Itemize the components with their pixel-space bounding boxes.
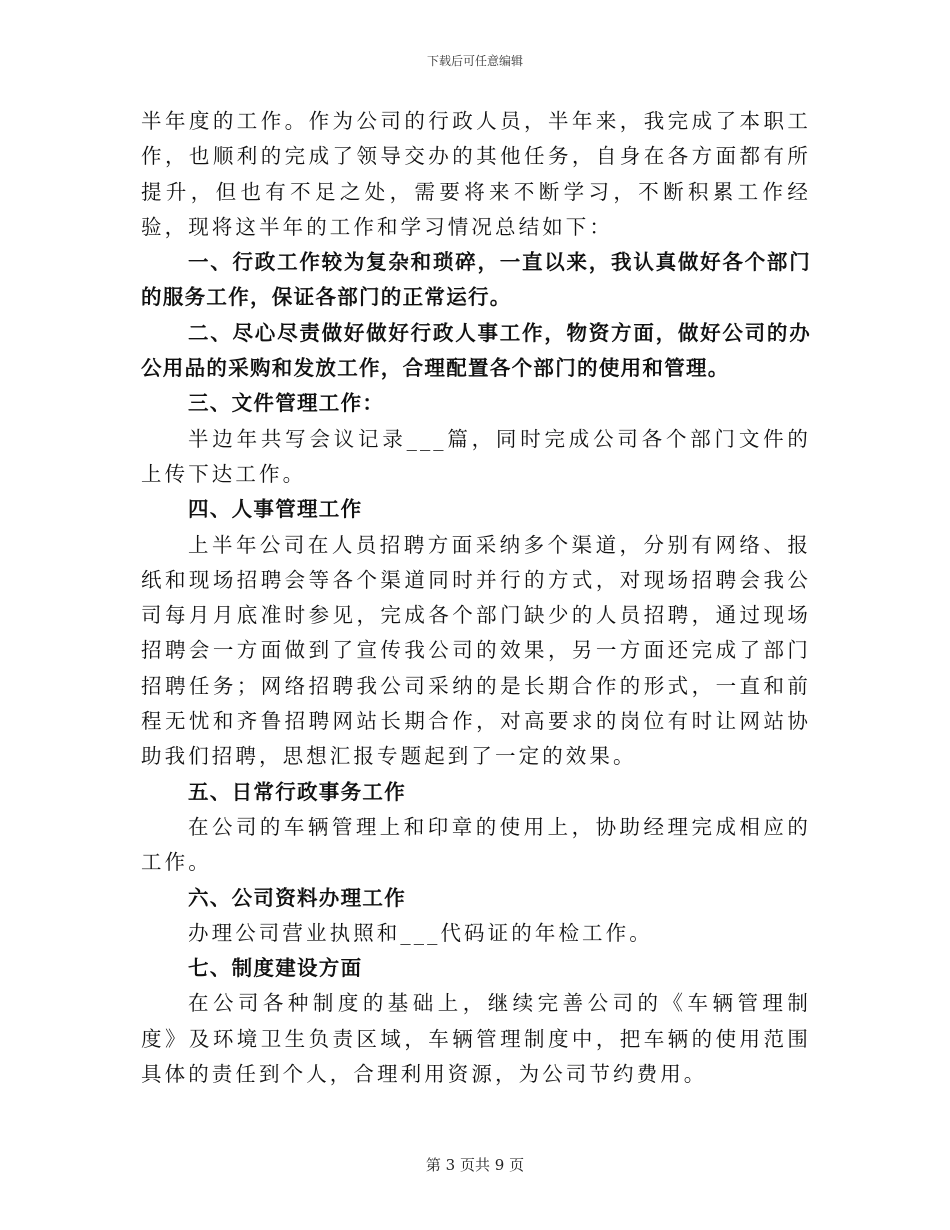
paragraph-intro: 半年度的工作。作为公司的行政人员，半年来，我完成了本职工作，也顺利的完成了领导交办的其他任务，自身在各方面都有所提升，但也有不足之处，需要将来不断学习，不断积累工作经验，现将这半年的工作和学习情况总结如下： bbox=[141, 109, 811, 239]
heading-section-6: 六、公司资料办理工作 bbox=[188, 885, 406, 910]
paragraph-section-5: 在公司的车辆管理上和印章的使用上，协助经理完成相应的工作。 bbox=[141, 814, 811, 875]
paragraph-section-6: 办理公司营业执照和___代码证的年检工作。 bbox=[188, 920, 653, 945]
heading-section-5: 五、日常行政事务工作 bbox=[188, 779, 406, 804]
paragraph-section-3: 半边年共写会议记录___篇，同时完成公司各个部门文件的上传下达工作。 bbox=[141, 426, 811, 486]
heading-section-3: 三、文件管理工作： bbox=[188, 391, 385, 416]
heading-section-1: 一、行政工作较为复杂和琐碎，一直以来，我认真做好各个部门的服务工作，保证各部门的正常运行。 bbox=[141, 250, 811, 310]
page-footer: 第 3 页共 9 页 bbox=[425, 1156, 525, 1174]
page-header: 下载后可任意编辑 bbox=[426, 54, 523, 68]
document-body bbox=[141, 104, 811, 1092]
heading-section-7: 七、制度建设方面 bbox=[188, 956, 363, 981]
heading-section-4: 四、人事管理工作 bbox=[188, 497, 363, 522]
heading-section-2: 二、尽心尽责做好做好行政人事工作，物资方面，做好公司的办公用品的采购和发放工作，合理配置各个部门的使用和管理。 bbox=[141, 320, 811, 381]
paragraph-section-4: 上半年公司在人员招聘方面采纳多个渠道，分别有网络、报纸和现场招聘会等各个渠道同时并行的方式，对现场招聘会我公司每月月底准时参见，完成各个部门缺少的人员招聘，通过现场招聘会一方面做到了宣传我公司的效果，另一方面还完成了部门招聘任务；网络招聘我公司采纳的是长期合作的形式，一直和前程无忧和齐鲁招聘网站长期合作，对高要求的岗位有时让网站协助我们招聘，思想汇报专题起到了一定的效果。 bbox=[141, 532, 811, 769]
paragraph-section-7: 在公司各种制度的基础上，继续完善公司的《车辆管理制度》及环境卫生负责区域，车辆管理制度中，把车辆的使用范围具体的责任到个人，合理利用资源，为公司节约费用。 bbox=[141, 991, 811, 1087]
